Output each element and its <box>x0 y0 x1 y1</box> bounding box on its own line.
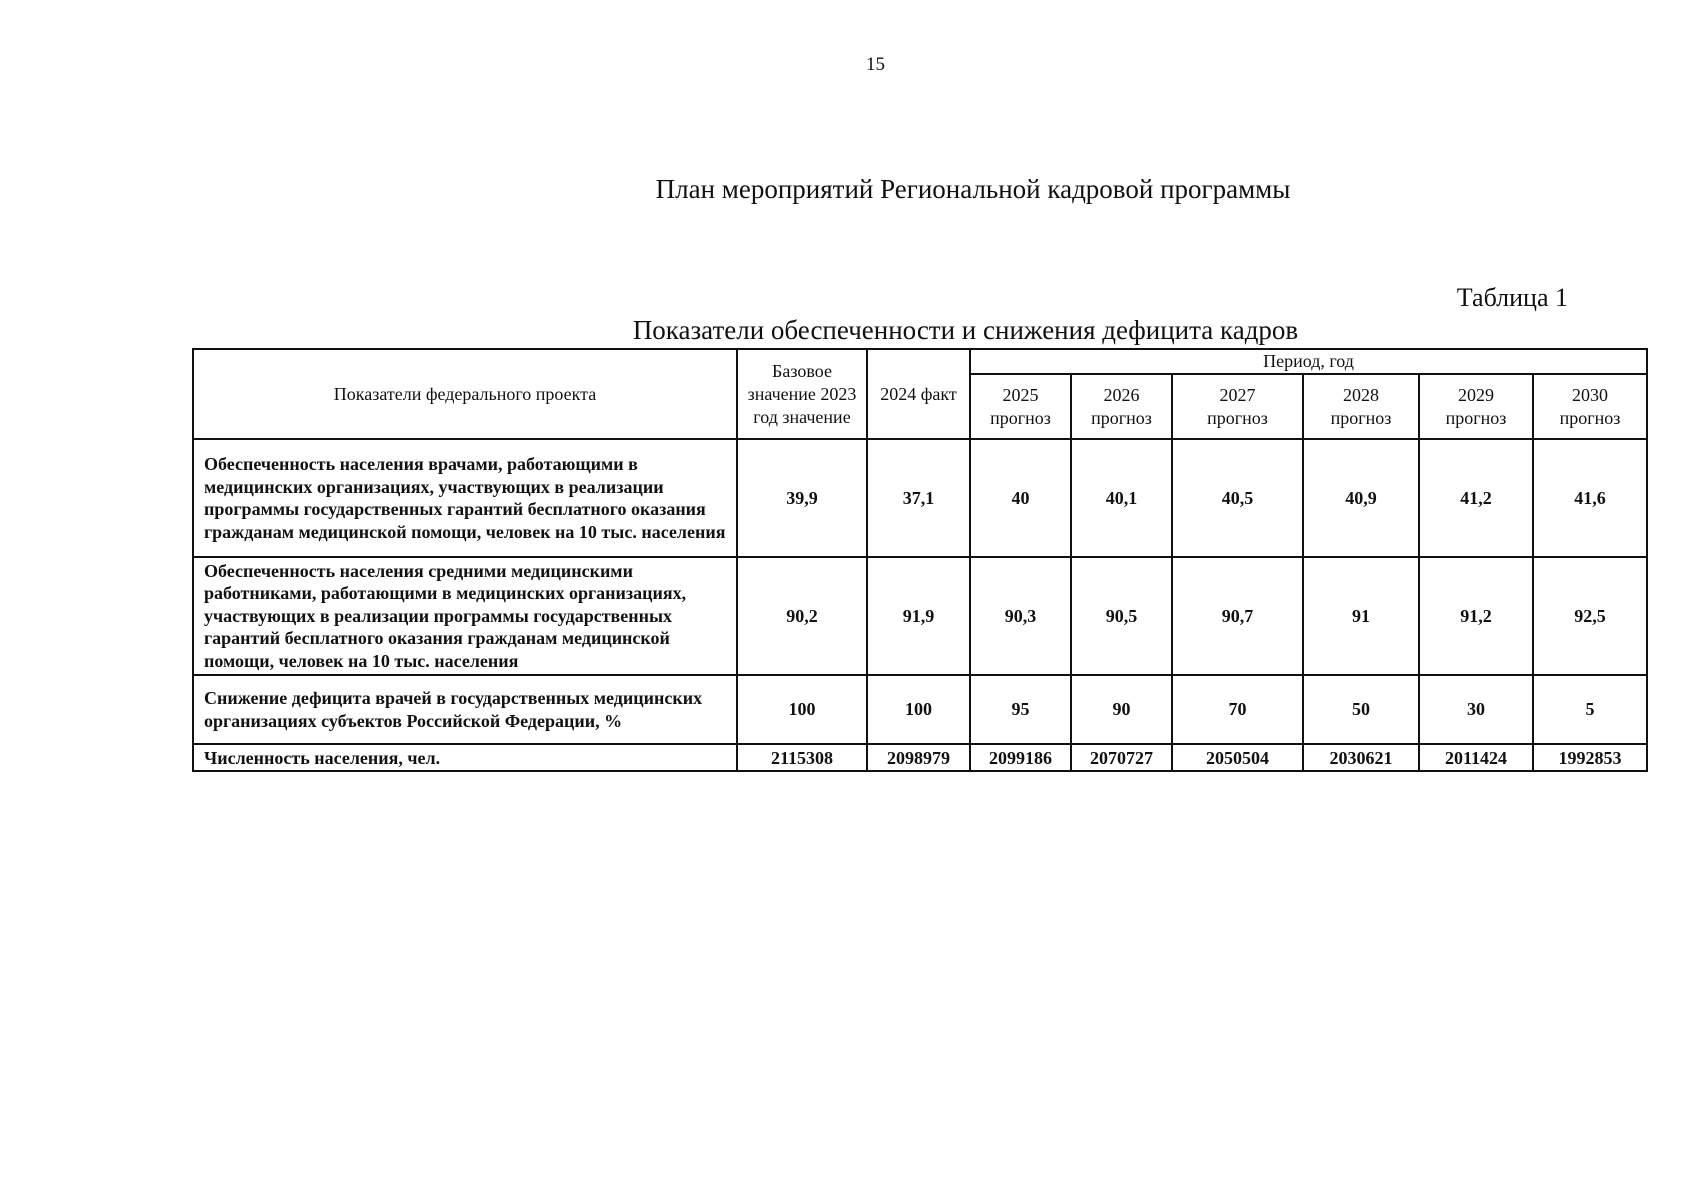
header-year-label: 2028 <box>1343 384 1379 405</box>
row-label: Обеспеченность населения врачами, работающими в медицинских организациях, участвующих в реализации программы государственных гарантий бесплатного оказания гражданам медицинской помощи, человек на 10 тыс. населения <box>193 439 737 557</box>
table-cell: 91 <box>1303 557 1419 675</box>
table-cell: 91,2 <box>1419 557 1533 675</box>
row-label: Обеспеченность населения средними медицинскими работниками, работающими в медицинских организациях, участвующих в реализации программы государственных гарантий бесплатного оказания гражданам медицинской помощи, человек на 10 тыс. населения <box>193 557 737 675</box>
header-period: Период, год <box>970 349 1647 374</box>
document-title: План мероприятий Региональной кадровой программы <box>655 174 1291 204</box>
table-cell: 90,2 <box>737 557 867 675</box>
table-cell: 90,3 <box>970 557 1071 675</box>
table-caption: Показатели обеспеченности и снижения дефицита кадров <box>632 315 1299 345</box>
table-cell: 41,6 <box>1533 439 1647 557</box>
table-cell: 91,9 <box>867 557 970 675</box>
header-year-kind: прогноз <box>1330 407 1392 428</box>
header-year-kind: прогноз <box>1207 407 1268 428</box>
table-cell: 90 <box>1071 675 1172 744</box>
header-year-label: 2026 <box>1103 384 1140 405</box>
header-year-2025 <box>970 374 1071 439</box>
header-year-label: 2027 <box>1219 384 1256 405</box>
header-year-label: 2030 <box>1572 384 1609 405</box>
table-cell: 40,1 <box>1071 439 1172 557</box>
table-body <box>193 439 1647 771</box>
table-cell: 37,1 <box>867 439 970 557</box>
table-cell: 90,5 <box>1071 557 1172 675</box>
header-year-2029 <box>1419 374 1533 439</box>
table-row <box>193 557 1647 675</box>
header-year-kind: прогноз <box>1091 407 1152 428</box>
table-row <box>193 744 1647 771</box>
table-cell: 2011424 <box>1419 744 1533 771</box>
table-cell: 95 <box>970 675 1071 744</box>
header-year-kind: прогноз <box>1559 407 1621 428</box>
header-year-2026 <box>1071 374 1172 439</box>
header-year-label: 2029 <box>1458 384 1494 405</box>
page-number: 15 <box>866 54 885 75</box>
table-cell: 2098979 <box>867 744 970 771</box>
header-fact-2024: 2024 факт <box>867 349 970 439</box>
header-base-value: Базовое значение 2023 год значение <box>737 349 867 439</box>
row-label: Численность населения, чел. <box>193 744 737 771</box>
table-row <box>193 675 1647 744</box>
table-cell: 100 <box>867 675 970 744</box>
row-label: Снижение дефицита врачей в государственных медицинских организациях субъектов Российской Федерации, % <box>193 675 737 744</box>
table-cell: 100 <box>737 675 867 744</box>
indicators-table <box>192 348 1648 772</box>
table-header <box>193 349 1647 439</box>
table-cell: 40,5 <box>1172 439 1303 557</box>
header-year-label: 2025 <box>1002 384 1039 405</box>
table-cell: 5 <box>1533 675 1647 744</box>
header-year-2028 <box>1303 374 1419 439</box>
table-cell: 40 <box>970 439 1071 557</box>
table-cell: 2070727 <box>1071 744 1172 771</box>
table-cell: 70 <box>1172 675 1303 744</box>
table-cell: 92,5 <box>1533 557 1647 675</box>
header-year-kind: прогноз <box>1445 407 1507 428</box>
table-row <box>193 439 1647 557</box>
header-year-2030 <box>1533 374 1647 439</box>
table-cell: 2030621 <box>1303 744 1419 771</box>
table-cell: 2099186 <box>970 744 1071 771</box>
table-cell: 40,9 <box>1303 439 1419 557</box>
table-cell: 1992853 <box>1533 744 1647 771</box>
table-label: Таблица 1 <box>1456 283 1568 312</box>
table-cell: 39,9 <box>737 439 867 557</box>
header-year-2027 <box>1172 374 1303 439</box>
header-year-kind: прогноз <box>990 407 1051 428</box>
table-cell: 41,2 <box>1419 439 1533 557</box>
table-cell: 2115308 <box>737 744 867 771</box>
table-cell: 30 <box>1419 675 1533 744</box>
table-cell: 90,7 <box>1172 557 1303 675</box>
header-indicator: Показатели федерального проекта <box>193 349 737 439</box>
table-cell: 50 <box>1303 675 1419 744</box>
table-cell: 2050504 <box>1172 744 1303 771</box>
